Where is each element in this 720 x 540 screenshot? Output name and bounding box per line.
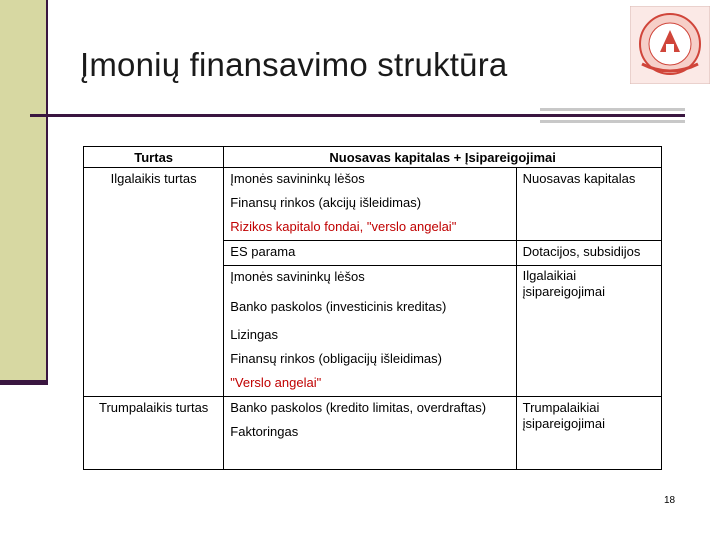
long-term-liabilities-category: Ilgalaikiai įsipareigojimai xyxy=(516,266,661,397)
left-bar-underline xyxy=(0,380,48,385)
short-term-liabilities-category: Trumpalaikiai įsipareigojimai xyxy=(516,397,661,470)
equity-category-cont xyxy=(516,192,661,216)
financing-structure-table xyxy=(83,146,662,470)
long-term-assets-label: Ilgalaikis turtas xyxy=(110,171,197,186)
table-row xyxy=(84,397,662,422)
financial-markets-bonds: Finansų rinkos (obligacijų išleidimas) xyxy=(224,348,516,372)
eu-support: ES parama xyxy=(224,241,516,266)
leasing: Lizingas xyxy=(224,324,516,348)
slide-title: Įmonių finansavimo struktūra xyxy=(80,46,508,83)
header-assets: Turtas xyxy=(84,147,224,168)
business-angels: "Verslo angelai" xyxy=(224,372,516,397)
title-rule-accent-top xyxy=(540,108,685,111)
header-sources: Nuosavas kapitalas + Įsipareigojimai xyxy=(224,147,662,168)
equity-category: Nuosavas kapitalas xyxy=(516,168,661,193)
owners-funds-1: Įmonės savininkų lėšos xyxy=(224,168,516,193)
table-row xyxy=(84,168,662,193)
table-header-row xyxy=(84,147,662,168)
university-seal-icon xyxy=(630,6,710,84)
venture-capital: Rizikos kapitalo fondai, "verslo angelai" xyxy=(224,216,516,241)
bank-loans-investment: Banko paskolos (investicinis kreditas) xyxy=(224,290,516,324)
left-decor-bar xyxy=(0,0,46,382)
bank-loans-short: Banko paskolos (kredito limitas, overdraftas) xyxy=(224,397,516,422)
title-rule-accent-bottom xyxy=(540,120,685,123)
factoring: Faktoringas xyxy=(224,421,516,445)
owners-funds-2: Įmonės savininkų lėšos xyxy=(224,266,516,291)
title-rule xyxy=(30,114,685,117)
short-term-assets-cell xyxy=(84,397,224,470)
left-vertical-line xyxy=(46,0,48,385)
short-term-assets-label: Trumpalaikis turtas xyxy=(98,400,209,415)
page-number: 18 xyxy=(664,495,676,506)
financial-markets-shares: Finansų rinkos (akcijų išleidimas) xyxy=(224,192,516,216)
grants-category: Dotacijos, subsidijos xyxy=(516,241,661,266)
long-term-assets-cell xyxy=(84,168,224,397)
empty-cell xyxy=(224,445,516,470)
equity-category-end xyxy=(516,216,661,241)
